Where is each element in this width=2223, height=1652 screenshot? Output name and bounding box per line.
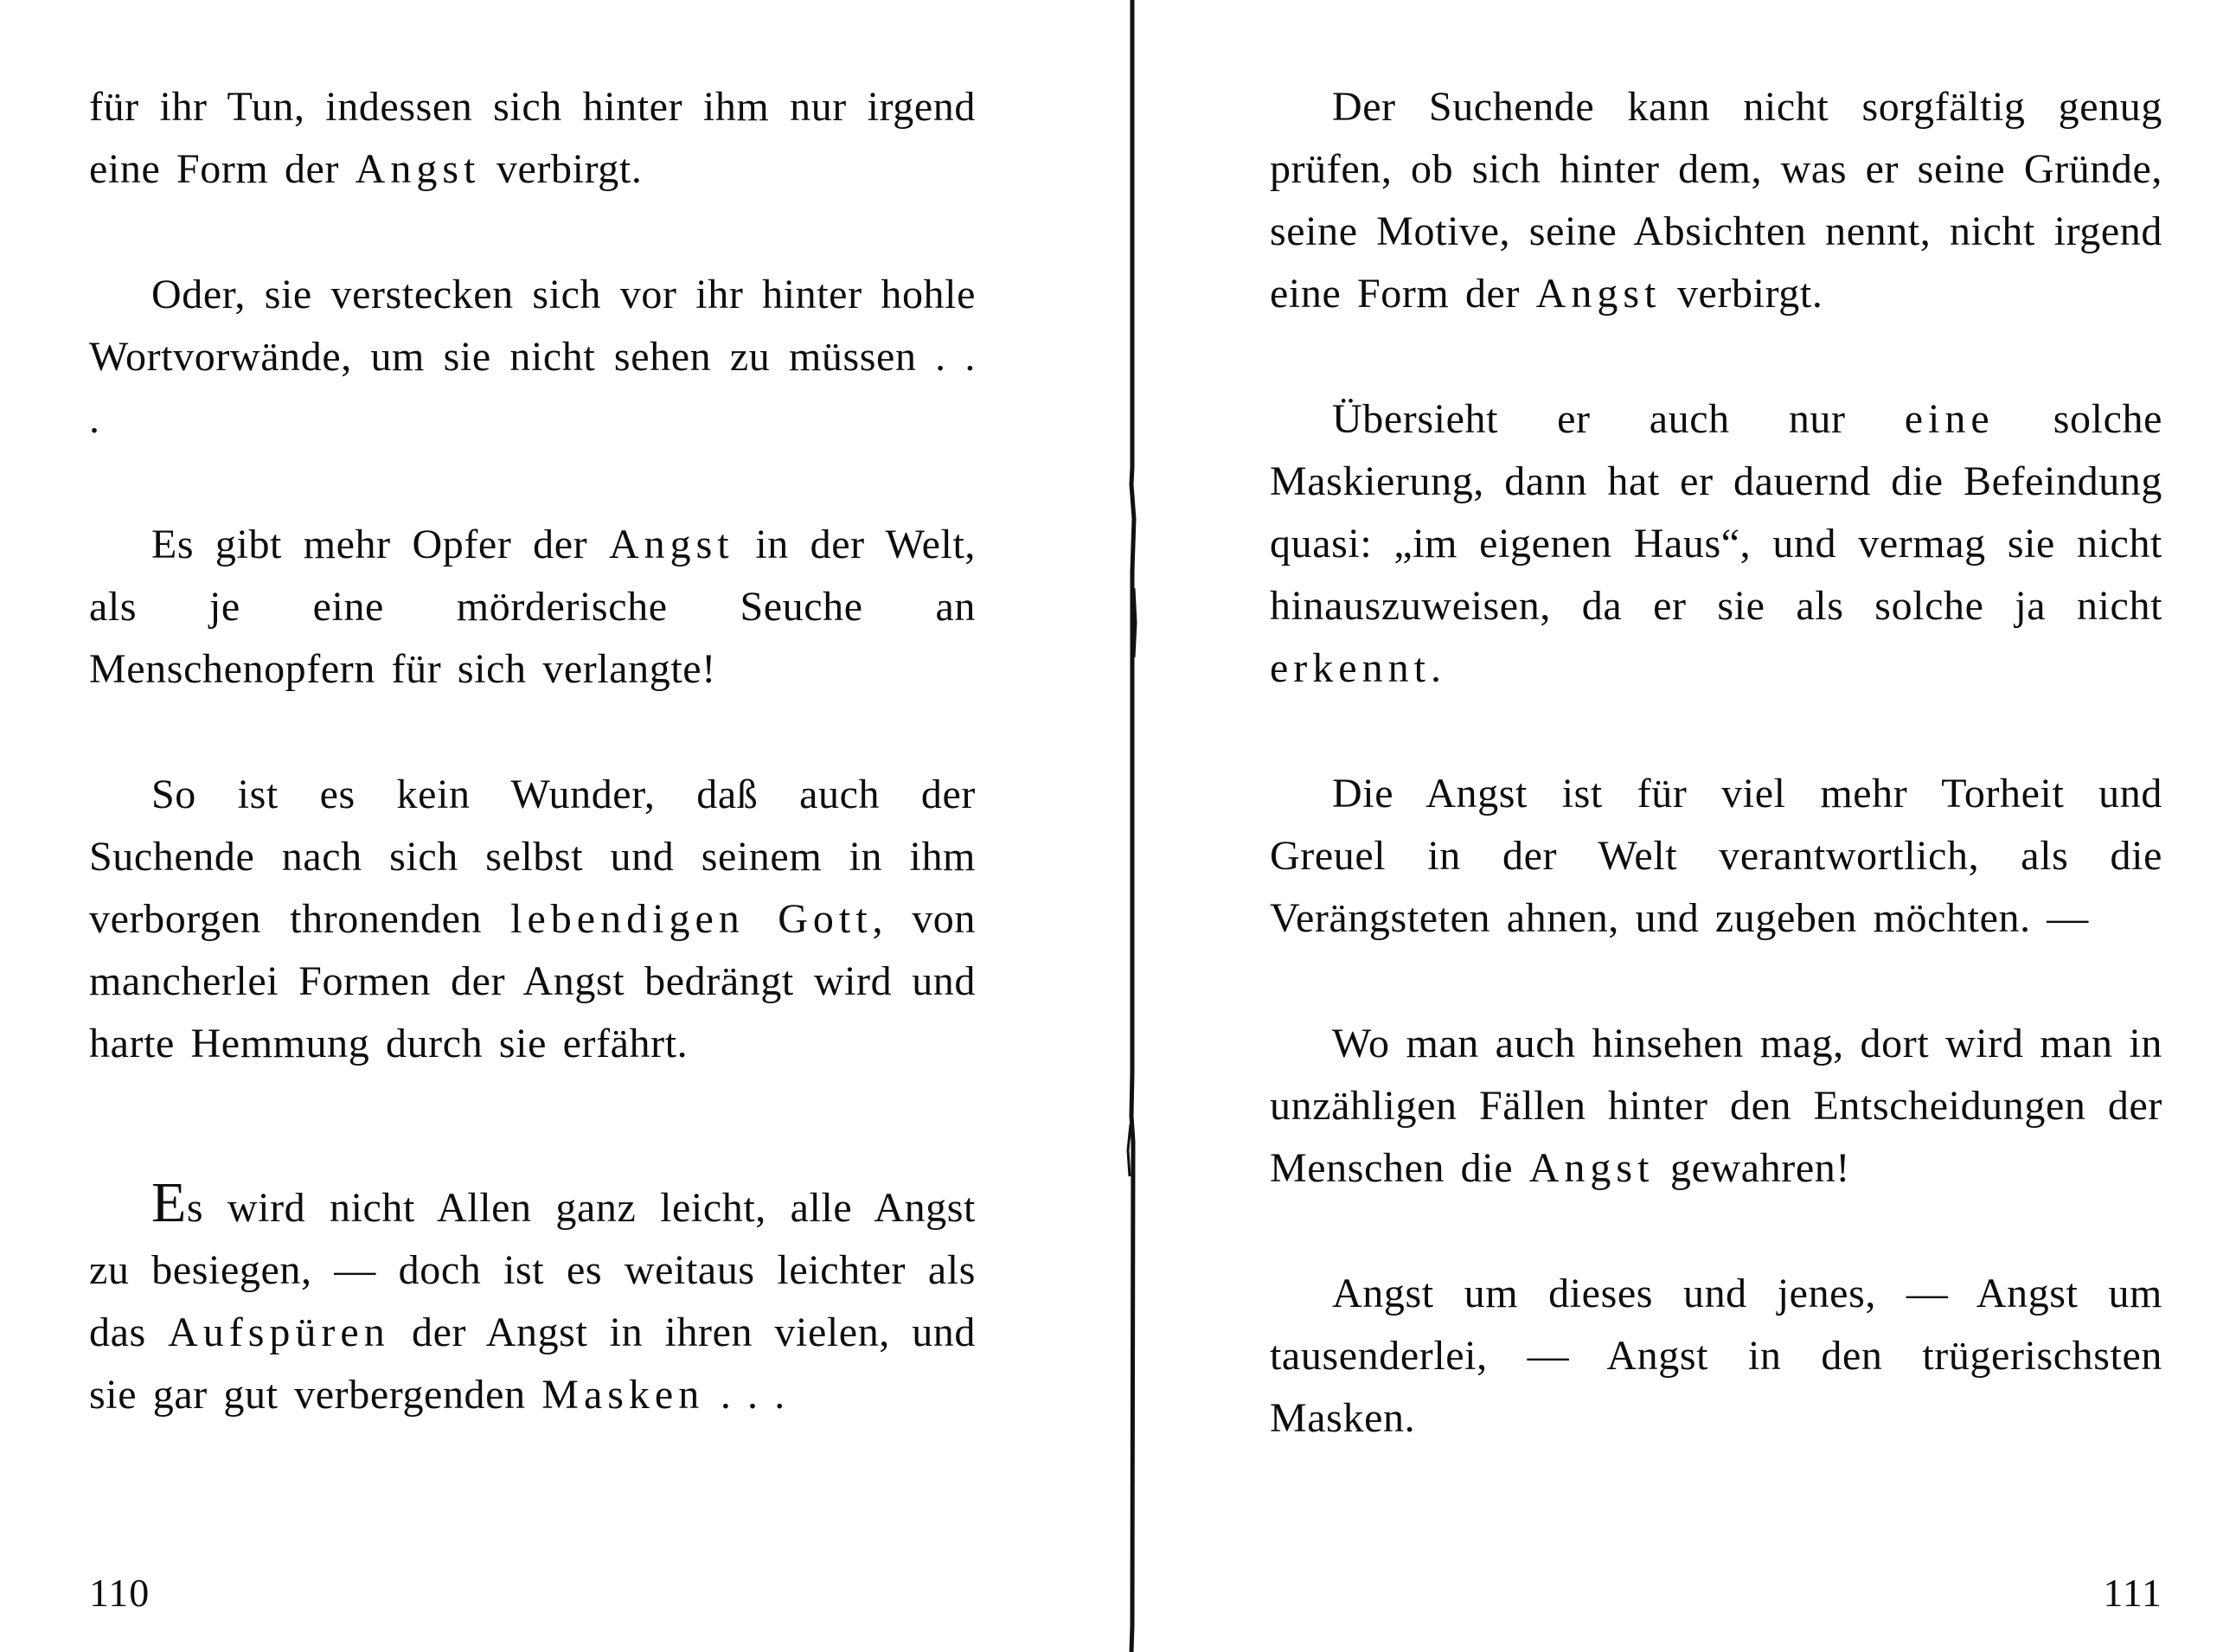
emphasized-text: Angst	[1535, 271, 1662, 317]
left-text-column	[89, 76, 976, 1489]
text-run: der Angst in ihren vielen, und sie gar gut verbergenden	[89, 1309, 976, 1418]
text-run: verbirgt.	[480, 146, 643, 192]
text-run: So ist es kein Wunder, daß auch der Suchende nach sich selbst und seinem in ihm verborgen thronenden	[89, 772, 976, 942]
paragraph	[89, 1171, 976, 1426]
page-number-right: 111	[2103, 1571, 2162, 1615]
emphasized-text: Masken	[541, 1372, 705, 1418]
paragraph	[89, 764, 976, 1075]
text-run: Es gibt mehr Opfer der	[151, 522, 609, 567]
text-run: Wo man auch hinsehen mag, dort wird man in unzähligen Fällen hinter den Entscheidungen der Menschen die	[1270, 1021, 2162, 1191]
paragraph	[1270, 388, 2162, 700]
text-run: Oder, sie verstecken sich vor ihr hinter hohle Wortvorwände, um sie nicht sehen zu müssen . . .	[89, 272, 976, 442]
text-run: verbirgt.	[1661, 271, 1823, 317]
right-page	[1133, 0, 2223, 1652]
emphasized-text: eine	[1904, 396, 1995, 442]
emphasized-text: lebendigen Gott	[510, 896, 873, 942]
text-run: Die Angst ist für viel mehr Torheit und Greuel in der Welt verantwortlich, als die Verängsteten ahnen, und zugeben möchten. —	[1270, 771, 2162, 941]
text-run: Angst um dieses und jenes, — Angst um tausenderlei, — Angst in den trügerischsten Masken.	[1270, 1271, 2162, 1441]
text-run: .	[1430, 645, 1442, 691]
text-run: in der Welt, als je eine mörderische Seuche an Menschenopfern für sich verlangte!	[89, 522, 977, 692]
emphasized-text: Aufspüren	[168, 1309, 390, 1355]
paragraph	[1270, 76, 2162, 325]
paragraph	[1270, 1263, 2162, 1450]
text-run: s wird nicht Allen ganz leicht, alle Angst zu besiegen, — doch ist es weitaus leichter als das	[89, 1185, 976, 1355]
emphasized-text: Angst	[1528, 1145, 1655, 1191]
text-run: gewahren!	[1654, 1145, 1850, 1191]
text-run: Übersieht er auch nur	[1332, 396, 1905, 442]
paragraph	[1270, 763, 2162, 950]
emphasized-text: Angst	[355, 146, 481, 192]
emphasized-text: Angst	[608, 522, 734, 567]
page-number-left: 110	[89, 1571, 151, 1615]
text-run: . . .	[704, 1372, 785, 1418]
paragraph	[1270, 1013, 2162, 1200]
paragraph	[89, 514, 976, 701]
text-run: , von mancherlei Formen der Angst bedrängt wird und harte Hemmung durch sie erfährt.	[89, 896, 977, 1066]
paragraph	[89, 264, 976, 451]
text-run: solche Maskierung, dann hat er dauernd die Befeindung quasi: „im eigenen Haus“, und vermag sie nicht hinauszuweisen, da er sie als solche ja nicht	[1270, 396, 2162, 629]
paragraph	[89, 76, 976, 201]
emphasized-text: erkennt	[1270, 645, 1431, 691]
drop-initial: E	[151, 1171, 187, 1234]
text-run: für ihr Tun, indessen sich hinter ihm nur irgend eine Form der	[89, 84, 976, 192]
text-run: Der Suchende kann nicht sorgfältig genug prüfen, ob sich hinter dem, was er seine Gründe, seine Motive, seine Absichten nennt, nicht irgend eine Form der	[1270, 84, 2162, 317]
right-text-column	[1270, 76, 2162, 1513]
